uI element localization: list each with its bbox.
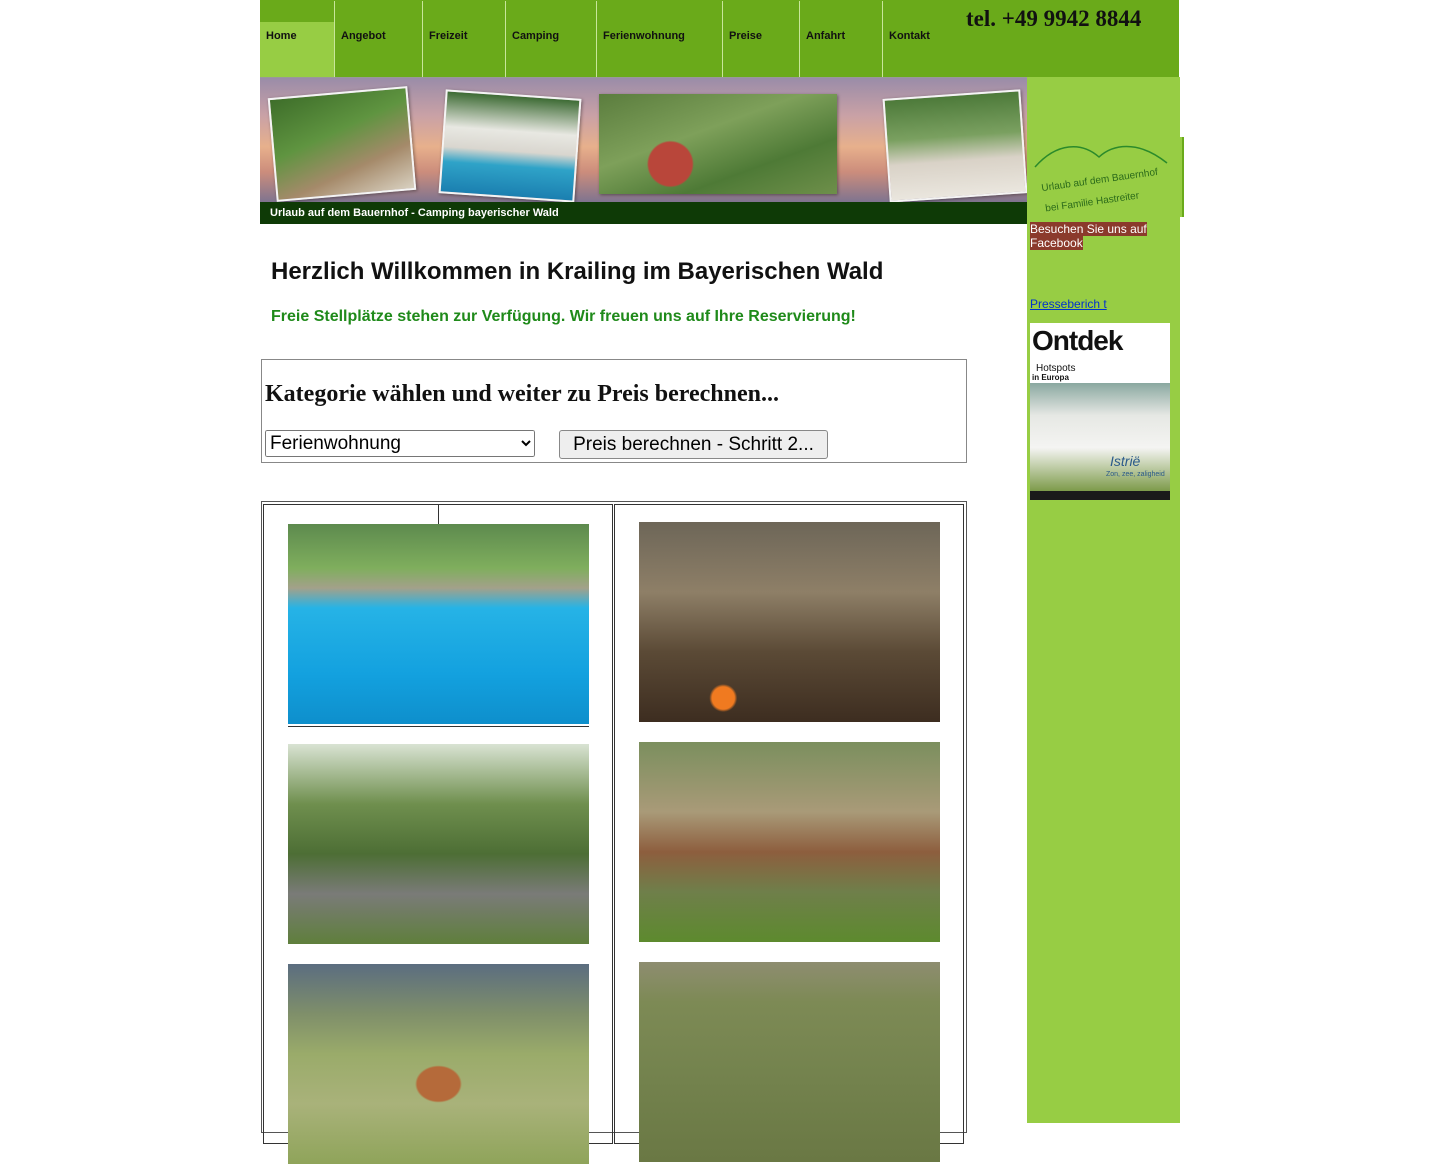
banner-photo-aerial (599, 94, 837, 194)
header-banner (260, 77, 1027, 203)
nav-item-angebot[interactable] (334, 1, 422, 77)
nav-item-label: Anfahrt (806, 30, 846, 42)
gallery-photo-group-picnic[interactable] (639, 742, 940, 942)
magazine-line1: Hotspots (1036, 363, 1076, 374)
nav-item-label: Camping (512, 30, 560, 42)
magazine-cover[interactable] (1030, 323, 1170, 500)
nav-item-label: Angebot (341, 30, 386, 42)
logo-text-line1: Urlaub auf dem Bauernhof (1040, 166, 1159, 195)
nav-item-label: Kontakt (889, 30, 930, 42)
gallery-photo-pool[interactable] (288, 524, 589, 724)
nav-item-preise[interactable] (722, 1, 799, 77)
nav-item-label: Home (266, 30, 297, 42)
nav-item-camping[interactable] (505, 1, 596, 77)
magazine-cover-sub: Zon, zee, zaligheid (1106, 471, 1165, 478)
nav-item-label: Ferienwohnung (603, 30, 685, 42)
nav-item-label: Freizeit (429, 30, 468, 42)
banner-caption-text: Urlaub auf dem Bauernhof - Camping bayerischer Wald (270, 207, 559, 219)
logo-text-line2: bei Familie Hastreiter (1044, 190, 1140, 215)
gallery-photo-path[interactable] (288, 744, 589, 944)
press-report-link[interactable]: Presseberich t (1030, 297, 1107, 311)
magazine-line2: in Europa (1032, 373, 1069, 382)
facebook-link-text: Besuchen Sie uns auf Facebook (1030, 222, 1147, 250)
calculate-price-button[interactable]: Preis berechnen - Schritt 2... (559, 430, 828, 459)
banner-caption (260, 202, 1027, 224)
gallery-photo-cow[interactable] (288, 964, 589, 1164)
gallery-divider (438, 504, 439, 524)
nav-item-ferienwohnung[interactable] (596, 1, 722, 77)
banner-photo-group-table (883, 89, 1027, 202)
calculator-title: Kategorie wählen und weiter zu Preis berechnen... (265, 381, 779, 407)
facebook-link[interactable] (1030, 222, 1148, 250)
banner-photo-pool (439, 89, 582, 202)
magazine-title: Ontdek (1032, 325, 1123, 356)
nav-item-anfahrt[interactable] (799, 1, 882, 77)
page-title: Herzlich Willkommen in Krailing im Bayerischen Wald (271, 258, 884, 285)
magazine-cover-word: Istrië (1110, 453, 1141, 469)
gallery-photo-campfire-hut[interactable] (639, 522, 940, 722)
banner-photo-garden (268, 86, 417, 202)
gallery-photo-ducks[interactable] (639, 962, 940, 1162)
gallery-divider (288, 726, 589, 727)
availability-notice: Freie Stellplätze stehen zur Verfügung. Wir freuen uns auf Ihre Reservierung! (271, 308, 856, 325)
magazine-footer-bar (1030, 491, 1170, 500)
farm-logo (1027, 137, 1184, 217)
nav-item-kontakt[interactable] (882, 1, 962, 77)
nav-item-label: Preise (729, 30, 763, 42)
nav-item-home[interactable] (260, 22, 334, 77)
nav-item-freizeit[interactable] (422, 1, 505, 77)
category-select[interactable] (265, 430, 535, 457)
phone-number: tel. +49 9942 8844 (966, 6, 1142, 31)
